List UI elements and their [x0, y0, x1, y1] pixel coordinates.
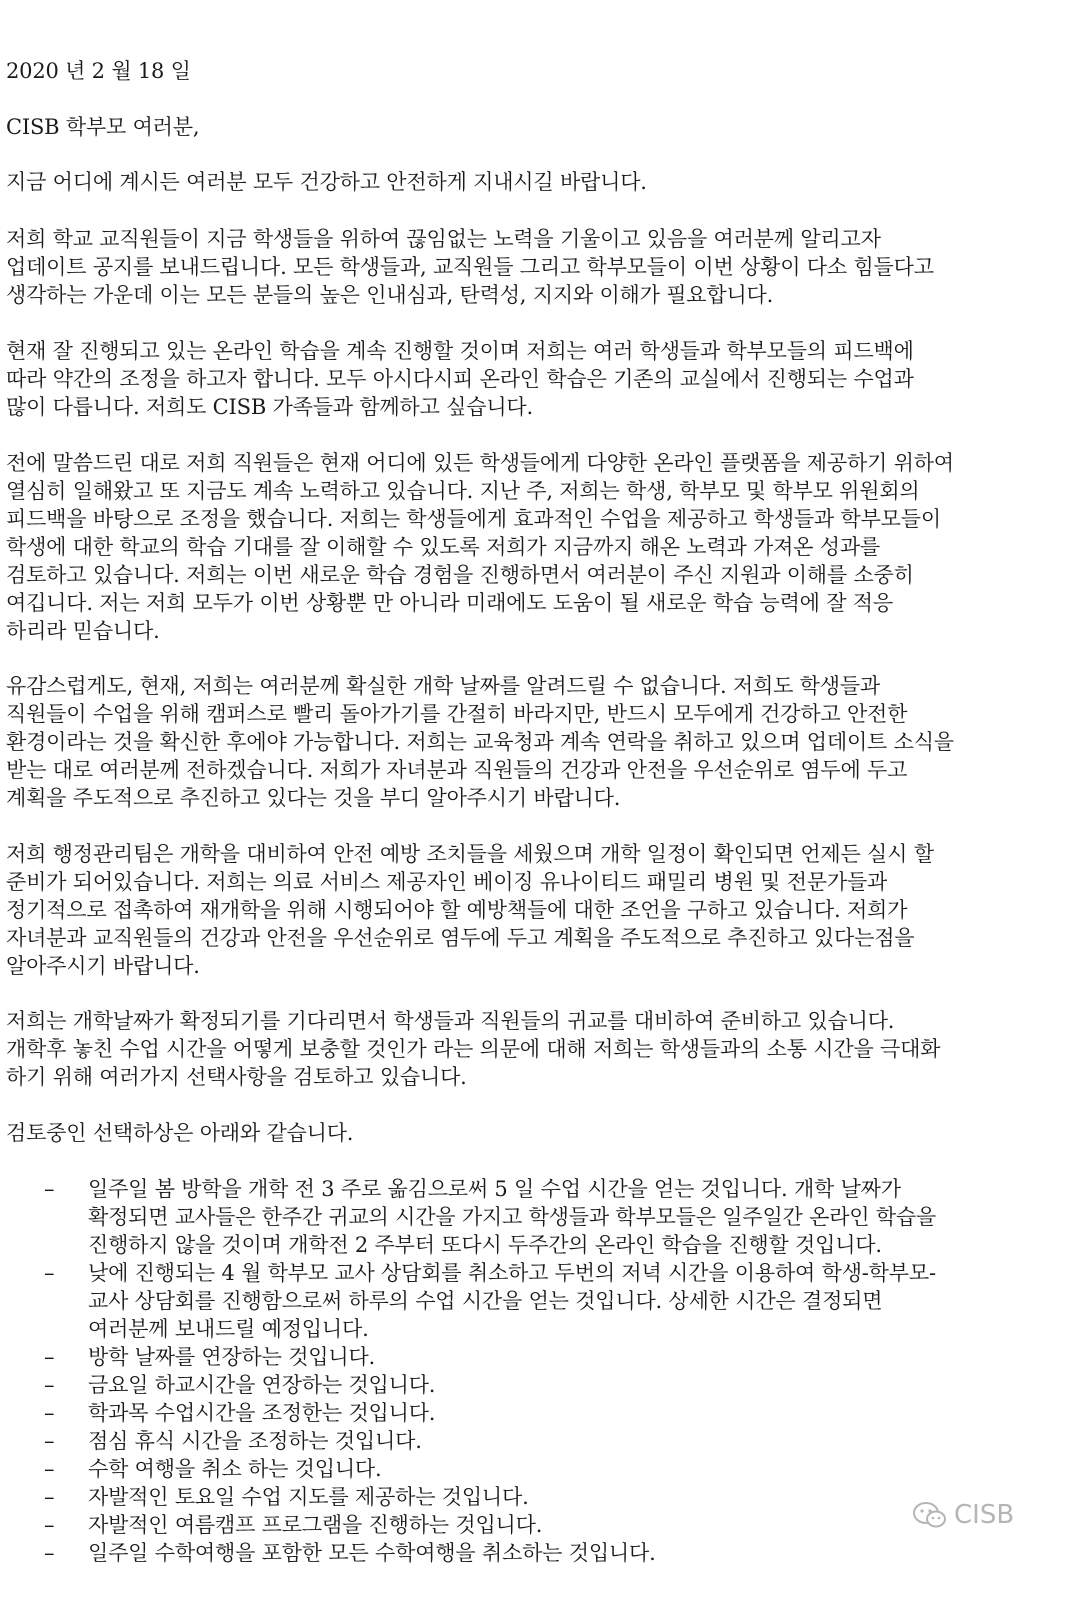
option-line: 교사 상담회를 진행함으로써 하루의 수업 시간을 얻는 것입니다. 상세한 시간은 결정되면	[88, 1289, 883, 1313]
paragraph-line: 알아주시기 바랍니다.	[6, 954, 200, 978]
option-line: 확정되면 교사들은 한주간 귀교의 시간을 가지고 학생들과 학부모들은 일주일간 온라인 학습을	[88, 1205, 937, 1229]
paragraph-line: 생각하는 가운데 이는 모든 분들의 높은 인내심과, 탄력성, 지지와 이해가 필요합니다.	[6, 283, 774, 307]
option-line: 점심 휴식 시간을 조정하는 것입니다.	[88, 1429, 422, 1453]
bullet-dash: –	[44, 1261, 55, 1285]
paragraph-line: 하리라 믿습니다.	[6, 619, 160, 643]
paragraph-line: 현재 잘 진행되고 있는 온라인 학습을 계속 진행할 것이며 저희는 여러 학생들과 학부모들의 피드백에	[6, 339, 914, 363]
paragraph-line: 정기적으로 접촉하여 재개학을 위해 시행되어야 할 예방책들에 대한 조언을 구하고 있습니다. 저희가	[6, 898, 908, 922]
bullet-dash: –	[44, 1485, 55, 1509]
paragraph-line: 직원들이 수업을 위해 캠퍼스로 빨리 돌아가기를 간절히 바라지만, 반드시 모두에게 건강하고 안전한	[6, 702, 908, 726]
option-line: 금요일 하교시간을 연장하는 것입니다.	[88, 1373, 436, 1397]
paragraph-line: 저희는 개학날짜가 확정되기를 기다리면서 학생들과 직원들의 귀교를 대비하여 준비하고 있습니다.	[6, 1009, 895, 1033]
option-line: 일주일 봄 방학을 개학 전 3 주로 옮김으로써 5 일 수업 시간을 얻는 것입니다. 개학 날짜가	[88, 1177, 901, 1201]
letter-greeting: 지금 어디에 계시든 여러분 모두 건강하고 안전하게 지내시길 바랍니다.	[6, 170, 647, 194]
paragraph-line: 자녀분과 교직원들의 건강과 안전을 우선순위로 염두에 두고 계획을 주도적으로 추진하고 있다는점을	[6, 926, 915, 950]
option-line: 자발적인 여름캠프 프로그램을 진행하는 것입니다.	[88, 1513, 543, 1537]
paragraph-line: 전에 말씀드린 대로 저희 직원들은 현재 어디에 있든 학생들에게 다양한 온라인 플랫폼을 제공하기 위하여	[6, 451, 954, 475]
bullet-dash: –	[44, 1429, 55, 1453]
paragraph-line: 많이 다릅니다. 저희도 CISB 가족들과 함께하고 싶습니다.	[6, 395, 533, 419]
paragraph-line: 받는 대로 여러분께 전하겠습니다. 저희가 자녀분과 직원들의 건강과 안전을 우선순위로 염두에 두고	[6, 758, 908, 782]
paragraph-line: 열심히 일해왔고 또 지금도 계속 노력하고 있습니다. 지난 주, 저희는 학생, 학부모 및 학부모 위원회의	[6, 479, 920, 503]
paragraph-line: 학생에 대한 학교의 학습 기대를 잘 이해할 수 있도록 저희가 지금까지 해온 노력과 가져온 성과를	[6, 535, 881, 559]
options-intro: 검토중인 선택하상은 아래와 같습니다.	[6, 1121, 354, 1145]
paragraph-line: 저희 학교 교직원들이 지금 학생들을 위하여 끊임없는 노력을 기울이고 있음을 여러분께 알리고자	[6, 227, 881, 251]
option-line: 자발적인 토요일 수업 지도를 제공하는 것입니다.	[88, 1485, 529, 1509]
wechat-icon	[912, 1501, 948, 1529]
option-line: 방학 날짜를 연장하는 것입니다.	[88, 1345, 376, 1369]
paragraph-line: 유감스럽게도, 현재, 저희는 여러분께 확실한 개학 날짜를 알려드릴 수 없습니다. 저희도 학생들과	[6, 674, 881, 698]
paragraph-line: 하기 위해 여러가지 선택사항을 검토하고 있습니다.	[6, 1065, 467, 1089]
option-line: 진행하지 않을 것이며 개학전 2 주부터 또다시 두주간의 온라인 학습을 진행할 것입니다.	[88, 1233, 882, 1257]
watermark-text: CISB	[954, 1500, 1015, 1530]
option-line: 여러분께 보내드릴 예정입니다.	[88, 1317, 369, 1341]
letter-salutation: CISB 학부모 여러분,	[6, 115, 200, 139]
bullet-dash: –	[44, 1541, 55, 1565]
paragraph-line: 계획을 주도적으로 추진하고 있다는 것을 부디 알아주시기 바랍니다.	[6, 786, 621, 810]
option-line: 수학 여행을 취소 하는 것입니다.	[88, 1457, 382, 1481]
bullet-dash: –	[44, 1373, 55, 1397]
paragraph-line: 저희 행정관리팀은 개학을 대비하여 안전 예방 조치들을 세웠으며 개학 일정이 확인되면 언제든 실시 할	[6, 842, 934, 866]
paragraph-line: 여깁니다. 저는 저희 모두가 이번 상황뿐 만 아니라 미래에도 도움이 될 새로운 학습 능력에 잘 적응	[6, 591, 893, 615]
paragraph-line: 준비가 되어있습니다. 저희는 의료 서비스 제공자인 베이징 유나이티드 패밀리 병원 및 전문가들과	[6, 870, 888, 894]
paragraph-line: 업데이트 공지를 보내드립니다. 모든 학생들과, 교직원들 그리고 학부모들이 이번 상황이 다소 힘들다고	[6, 255, 934, 279]
letter-date: 2020 년 2 월 18 일	[6, 59, 191, 83]
cisb-watermark	[912, 1500, 1014, 1530]
bullet-dash: –	[44, 1457, 55, 1481]
bullet-dash: –	[44, 1401, 55, 1425]
paragraph-line: 개학후 놓친 수업 시간을 어떻게 보충할 것인가 라는 의문에 대해 저희는 학생들과의 소통 시간을 극대화	[6, 1037, 941, 1061]
paragraph-line: 환경이라는 것을 확신한 후에야 가능합니다. 저희는 교육청과 계속 연락을 취하고 있으며 업데이트 소식을	[6, 730, 954, 754]
bullet-dash: –	[44, 1513, 55, 1537]
option-line: 학과목 수업시간을 조정한는 것입니다.	[88, 1401, 436, 1425]
paragraph-line: 피드백을 바탕으로 조정을 했습니다. 저희는 학생들에게 효과적인 수업을 제공하고 학생들과 학부모들이	[6, 507, 941, 531]
paragraph-line: 검토하고 있습니다. 저희는 이번 새로운 학습 경험을 진행하면서 여러분이 주신 지원과 이해를 소중히	[6, 563, 914, 587]
bullet-dash: –	[44, 1345, 55, 1369]
bullet-dash: –	[44, 1177, 55, 1201]
option-line: 낮에 진행되는 4 월 학부모 교사 상담회를 취소하고 두번의 저녁 시간을 이용하여 학생-학부모-	[88, 1261, 936, 1285]
paragraph-line: 따라 약간의 조정을 하고자 합니다. 모두 아시다시피 온라인 학습은 기존의 교실에서 진행되는 수업과	[6, 367, 914, 391]
option-line: 일주일 수학여행을 포함한 모든 수학여행을 취소하는 것입니다.	[88, 1541, 656, 1565]
